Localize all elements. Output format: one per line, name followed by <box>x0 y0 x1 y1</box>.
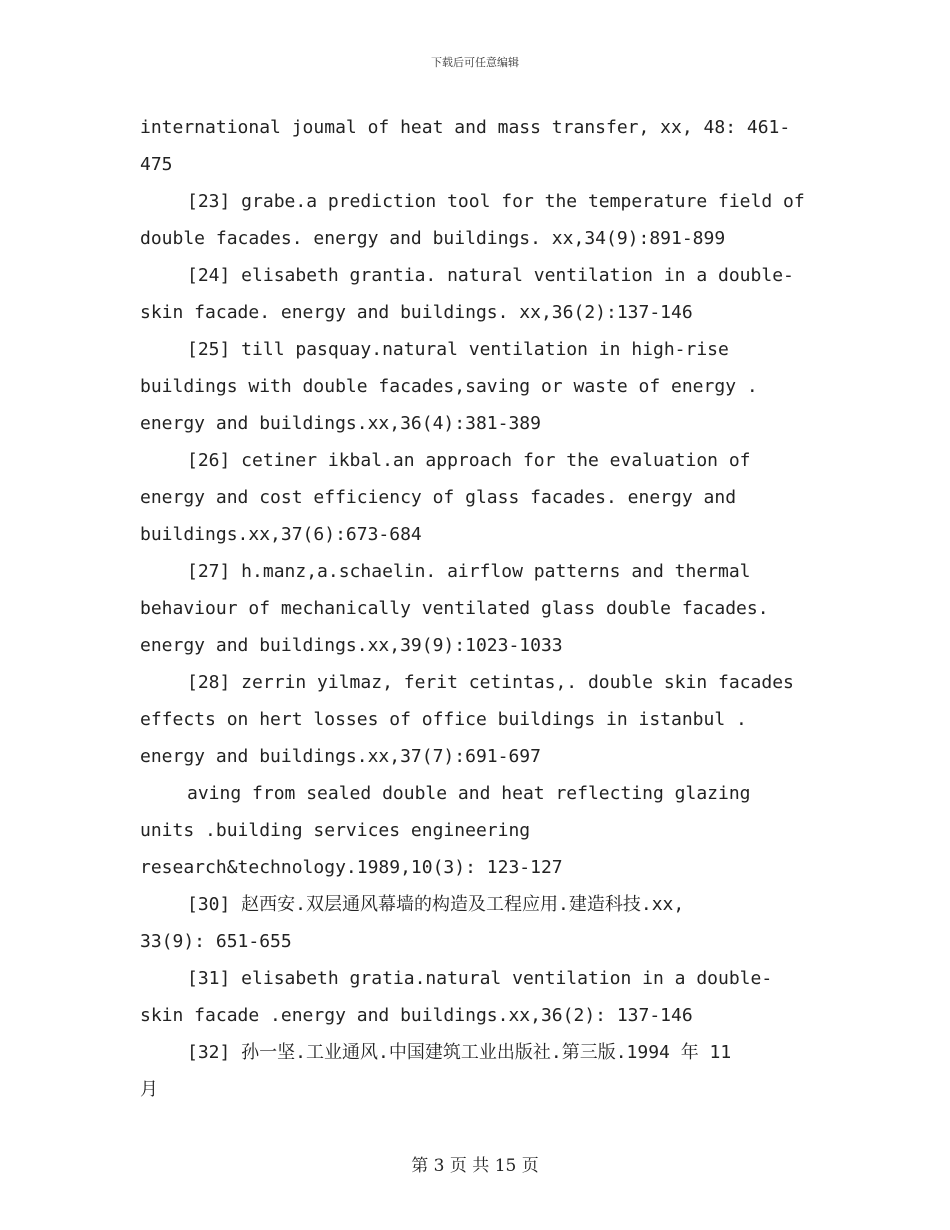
reference-line: double facades. energy and buildings. xx,34(9):891-899 <box>140 228 726 249</box>
reference-entry <box>140 109 830 183</box>
reference-line: energy and buildings.xx,37(7):691-697 <box>140 746 541 767</box>
reference-line: 475 <box>140 154 173 175</box>
reference-entry <box>140 775 830 886</box>
reference-list <box>140 109 830 1108</box>
reference-line: behaviour of mechanically ventilated glass double facades. <box>140 598 769 619</box>
page-header: 下载后可任意编辑 <box>431 56 519 69</box>
reference-line: buildings.xx,37(6):673-684 <box>140 524 422 545</box>
reference-line: 月 <box>140 1079 158 1100</box>
reference-entry <box>140 331 830 442</box>
reference-entry <box>140 257 830 331</box>
reference-line: effects on hert losses of office buildings in istanbul . <box>140 709 747 730</box>
reference-line: aving from sealed double and heat reflecting glazing <box>187 783 751 804</box>
reference-entry <box>140 442 830 553</box>
reference-line: [30] 赵西安.双层通风幕墙的构造及工程应用.建造科技.xx, <box>187 894 685 915</box>
reference-line: [28] zerrin yilmaz, ferit cetintas,. double skin facades <box>187 672 794 693</box>
reference-line: [27] h.manz,a.schaelin. airflow patterns and thermal <box>187 561 751 582</box>
reference-entry <box>140 553 830 664</box>
reference-line: [23] grabe.a prediction tool for the temperature field of <box>187 191 805 212</box>
reference-entry <box>140 1034 830 1108</box>
reference-entry <box>140 183 830 257</box>
reference-line: buildings with double facades,saving or waste of energy . <box>140 376 758 397</box>
reference-line: skin facade. energy and buildings. xx,36(2):137-146 <box>140 302 693 323</box>
reference-line: [32] 孙一坚.工业通风.中国建筑工业出版社.第三版.1994 年 11 <box>187 1042 732 1063</box>
reference-line: [26] cetiner ikbal.an approach for the evaluation of <box>187 450 751 471</box>
reference-line: international joumal of heat and mass transfer, xx, 48: 461- <box>140 117 791 138</box>
reference-line: [25] till pasquay.natural ventilation in high-rise <box>187 339 729 360</box>
reference-line: research&technology.1989,10(3): 123-127 <box>140 857 563 878</box>
reference-entry <box>140 960 830 1034</box>
reference-line: 33(9): 651-655 <box>140 931 292 952</box>
reference-line: energy and buildings.xx,39(9):1023-1033 <box>140 635 563 656</box>
page-footer: 第 3 页 共 15 页 <box>411 1156 539 1176</box>
reference-line: [24] elisabeth grantia. natural ventilation in a double- <box>187 265 794 286</box>
reference-entry <box>140 886 830 960</box>
reference-line: [31] elisabeth gratia.natural ventilation in a double- <box>187 968 773 989</box>
reference-entry <box>140 664 830 775</box>
reference-line: energy and cost efficiency of glass facades. energy and <box>140 487 737 508</box>
reference-line: skin facade .energy and buildings.xx,36(2): 137-146 <box>140 1005 693 1026</box>
reference-line: units .building services engineering <box>140 820 531 841</box>
reference-line: energy and buildings.xx,36(4):381-389 <box>140 413 541 434</box>
